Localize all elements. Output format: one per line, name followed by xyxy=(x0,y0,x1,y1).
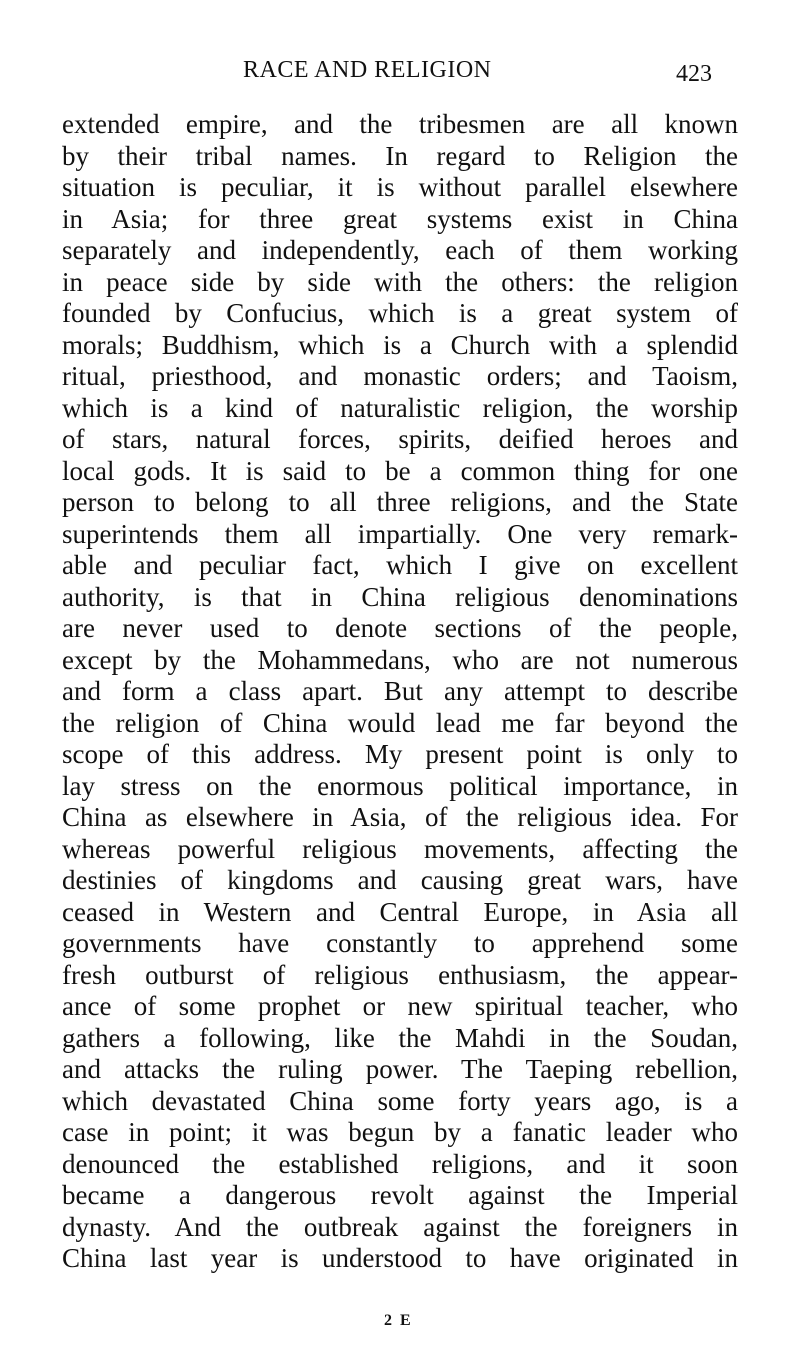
text-line: fresh outburst of religious enthusiasm, the appear- xyxy=(62,959,738,990)
text-line: morals; Buddhism, which is a Church with a splendid xyxy=(62,329,738,360)
text-line: in Asia; for three great systems exist in China xyxy=(62,203,738,234)
text-line: became a dangerous revolt against the Imperial xyxy=(62,1180,738,1210)
text-line: superintends them all impartially. One very remark- xyxy=(62,518,738,549)
text-line: dynasty. And the outbreak against the foreigners in xyxy=(62,1211,738,1242)
text-line: are never used to denote sections of the people, xyxy=(62,613,738,643)
text-line: gathers a following, like the Mahdi in the Soudan, xyxy=(62,1022,738,1053)
text-line: local gods. It is said to be a common thing for one xyxy=(62,455,738,486)
text-line: person to belong to all three religions, and the State xyxy=(62,487,738,517)
text-line: ceased in Western and Central Europe, in Asia all xyxy=(62,896,738,927)
text-line: whereas powerful religious movements, affecting the xyxy=(62,833,738,864)
text-line: authority, is that in China religious denominations xyxy=(62,581,738,612)
body-text xyxy=(62,109,738,1275)
text-line: able and peculiar fact, which I give on excellent xyxy=(62,550,738,580)
text-line: case in point; it was begun by a fanatic leader who xyxy=(62,1117,738,1147)
text-line: extended empire, and the tribesmen are all known xyxy=(62,109,738,139)
text-line: founded by Confucius, which is a great system of xyxy=(62,298,738,328)
text-line: by their tribal names. In regard to Religion the xyxy=(62,140,738,171)
text-line: denounced the established religions, and it soon xyxy=(62,1148,738,1179)
text-line: situation is peculiar, it is without parallel elsewhere xyxy=(62,172,738,202)
text-line: which devastated China some forty years ago, is a xyxy=(62,1085,738,1116)
text-line: China as elsewhere in Asia, of the religious idea. For xyxy=(62,802,738,832)
text-line: scope of this address. My present point is only to xyxy=(62,739,738,769)
running-title: RACE AND RELIGION xyxy=(243,57,492,83)
text-line: and attacks the ruling power. The Taeping rebellion, xyxy=(62,1054,738,1084)
page-number: 423 xyxy=(676,61,712,87)
text-line: governments have constantly to apprehend some xyxy=(62,928,738,958)
text-line: except by the Mohammedans, who are not numerous xyxy=(62,644,738,675)
text-line: which is a kind of naturalistic religion, the worship xyxy=(62,392,738,423)
text-line: lay stress on the enormous political importance, in xyxy=(62,770,738,801)
text-line: in peace side by side with the others: the religion xyxy=(62,266,738,297)
text-line: and form a class apart. But any attempt to describe xyxy=(62,676,738,706)
text-line: of stars, natural forces, spirits, deified heroes and xyxy=(62,424,738,454)
text-line: ance of some prophet or new spiritual teacher, who xyxy=(62,991,738,1021)
text-line: the religion of China would lead me far beyond the xyxy=(62,707,738,738)
signature-mark: 2 E xyxy=(384,1312,413,1329)
text-line: ritual, priesthood, and monastic orders; and Taoism, xyxy=(62,361,738,391)
text-line: destinies of kingdoms and causing great wars, have xyxy=(62,865,738,895)
text-line: China last year is understood to have originated in xyxy=(62,1243,738,1273)
text-line: separately and independently, each of them working xyxy=(62,235,738,265)
